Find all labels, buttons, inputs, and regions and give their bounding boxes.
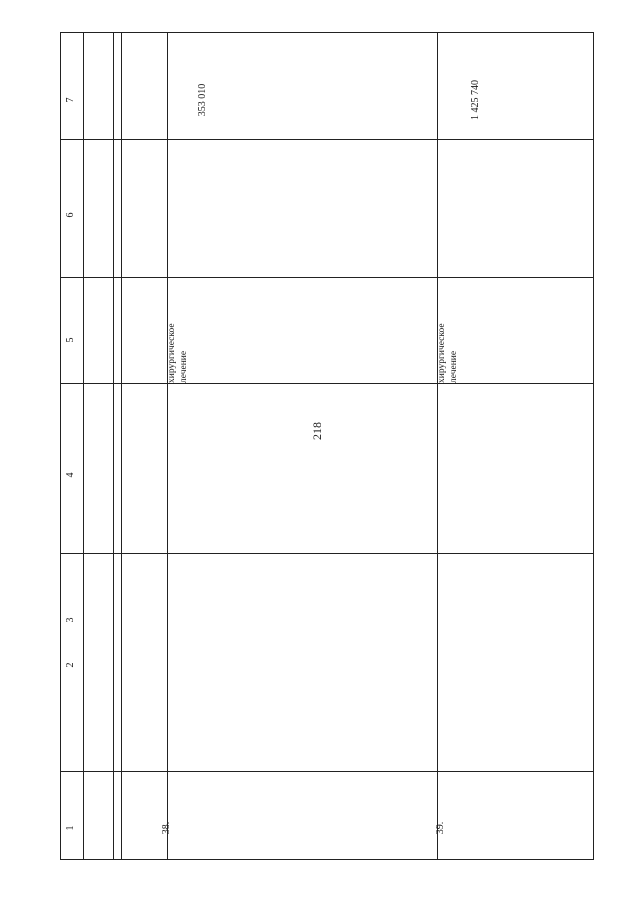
col-divider [83, 33, 84, 859]
column-number-2: 2 [65, 662, 76, 668]
col-divider [113, 33, 114, 859]
row-number-39: 39. [435, 821, 446, 835]
col-divider [121, 33, 122, 859]
col-divider [167, 33, 168, 859]
col-divider [437, 33, 438, 859]
row-divider [61, 771, 593, 772]
row-divider [61, 383, 593, 384]
column-number-1: 1 [65, 825, 76, 831]
column-number-4: 4 [65, 472, 76, 478]
row-divider [61, 139, 593, 140]
column-number-3: 3 [65, 617, 76, 623]
row-number-38: 38. [161, 821, 172, 835]
row-38-method: хирургическое лечение [167, 323, 189, 383]
medical-table [60, 32, 594, 860]
page-number: 218 [310, 422, 324, 440]
column-number-6: 6 [65, 212, 76, 218]
column-number-5: 5 [65, 337, 76, 343]
column-number-7: 7 [65, 97, 76, 103]
row-39-cost: 1 425 740 [470, 80, 481, 120]
row-divider [61, 277, 593, 278]
row-divider [61, 553, 593, 554]
row-38-cost: 353 010 [197, 83, 208, 117]
row-39-method: хирургическое лечение [437, 323, 459, 383]
